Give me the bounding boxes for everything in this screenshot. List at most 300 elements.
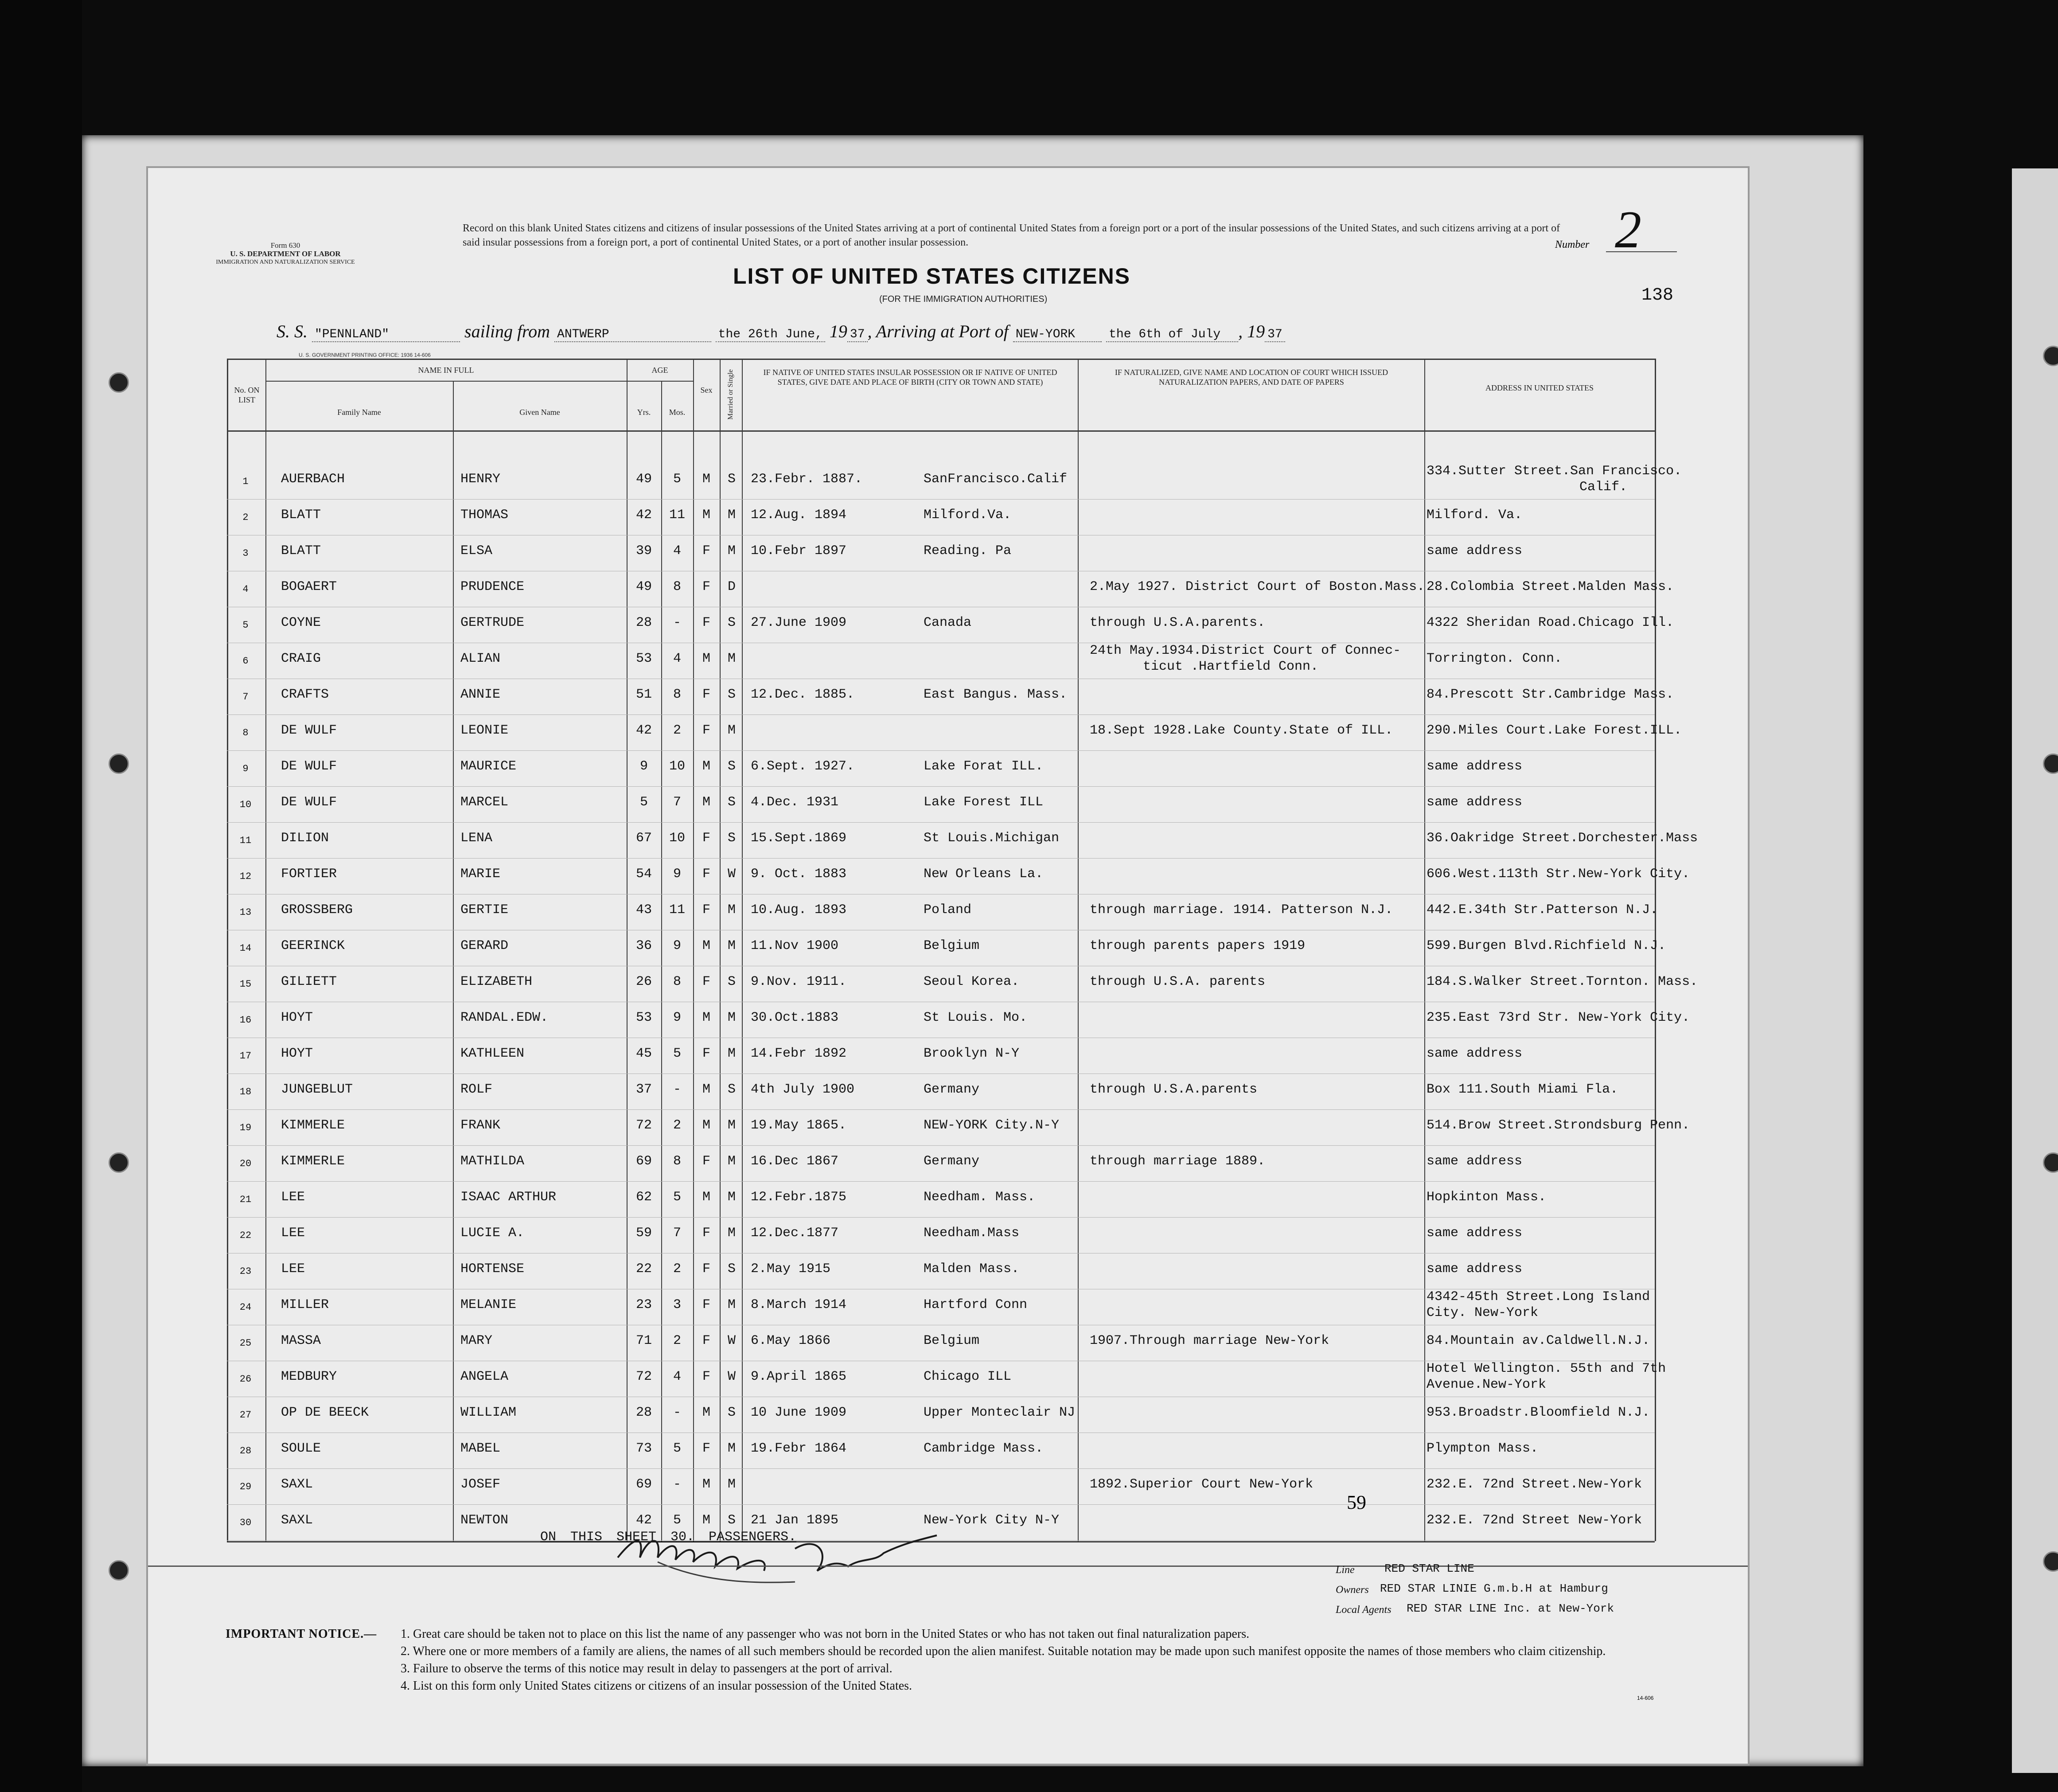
cell-no: 24 [239, 1302, 252, 1313]
cell-ms: M [727, 1477, 736, 1492]
cell-yrs: 62 [635, 1190, 652, 1205]
cell-address: Plympton Mass. [1427, 1441, 1539, 1456]
cell-yrs: 67 [635, 831, 652, 846]
arrival-date: the 6th of July [1106, 328, 1238, 342]
cell-family: GEERINCK [281, 938, 345, 953]
cell-given: ALIAN [460, 651, 501, 666]
cell-address: 4342-45th Street.Long Island [1427, 1289, 1650, 1304]
cell-ms: W [727, 1333, 736, 1348]
cell-no: 6 [242, 656, 249, 667]
cell-ms: S [727, 795, 736, 810]
cell-ms: M [727, 1190, 736, 1205]
cell-yrs: 69 [635, 1154, 652, 1169]
cell-mos: 2 [673, 1261, 681, 1277]
cell-mos: 9 [673, 938, 681, 953]
cell-birth-place: Needham. Mass. [924, 1190, 1036, 1205]
ss-label: S. S. [277, 321, 308, 341]
header-age: AGE [651, 366, 668, 375]
cell-family: MASSA [281, 1333, 321, 1348]
cell-sex: M [702, 1513, 710, 1528]
cell-given: JOSEF [460, 1477, 501, 1492]
cell-address: 953.Broadstr.Bloomfield N.J. [1427, 1405, 1650, 1420]
cell-no: 11 [239, 835, 252, 846]
cell-yrs: 23 [635, 1297, 652, 1312]
cell-birth-date: 19.Febr 1864 [751, 1441, 847, 1456]
cell-family: DE WULF [281, 723, 337, 738]
cell-ms: M [727, 1118, 736, 1133]
departure-date: the 26th June, [716, 328, 825, 342]
cell-birth-place: Hartford Conn [924, 1297, 1028, 1312]
cell-no: 15 [239, 979, 252, 990]
cell-mos: 4 [673, 1369, 681, 1384]
cell-birth-date: 21 Jan 1895 [751, 1513, 839, 1528]
cell-family: GROSSBERG [281, 902, 353, 917]
cell-birth-place: Upper Monteclair NJ [924, 1405, 1076, 1420]
cell-yrs: 69 [635, 1477, 652, 1492]
cell-address: same address [1427, 759, 1523, 774]
cell-birth-date: 30.Oct.1883 [751, 1010, 839, 1025]
form-instructions: Record on this blank United States citizens and citizens of insular possessions of the United States arriving at a port of continental United States from a foreign port or a port of the insular possessions of the United States, and such citizens arriving at a port of said insular possessions from a foreign port, a port of continental United States, or a port of another insular possession. [463, 223, 1560, 248]
cell-given: HENRY [460, 472, 501, 487]
cell-mos: 10 [669, 759, 685, 774]
cell-no: 8 [242, 727, 249, 738]
cell-family: SAXL [281, 1513, 313, 1528]
cell-mos: 4 [673, 651, 681, 666]
cell-birth-date: 15.Sept.1869 [751, 831, 847, 846]
cell-ms: M [727, 938, 736, 953]
header-naturalized: IF NATURALIZED, GIVE NAME AND LOCATION OF COURT WHICH ISSUED NATURALIZATION PAPERS, AND DATE OF PAPERS [1115, 368, 1388, 387]
header-name-in-full: NAME IN FULL [418, 366, 474, 375]
cell-given: THOMAS [460, 508, 509, 523]
cell-given: GERARD [460, 938, 509, 953]
manifest-sheet [146, 166, 1750, 1765]
cell-sex: F [702, 902, 710, 917]
cell-address: 599.Burgen Blvd.Richfield N.J. [1427, 938, 1666, 953]
cell-naturalized: 24th May.1934.District Court of Connec- [1090, 643, 1401, 658]
page-number: 138 [1641, 285, 1674, 305]
cell-naturalized: through U.S.A.parents [1090, 1082, 1258, 1097]
cell-sex: F [702, 723, 710, 738]
cell-sex: F [702, 1333, 710, 1348]
cell-naturalized: 1907.Through marriage New-York [1090, 1333, 1329, 1348]
cell-address: 84.Prescott Str.Cambridge Mass. [1427, 687, 1674, 702]
cell-no: 5 [242, 620, 249, 631]
cell-no: 27 [239, 1409, 252, 1421]
next-page-strip [2012, 168, 2058, 1773]
form-identifier [201, 241, 370, 266]
cell-birth-place: Cambridge Mass. [924, 1441, 1044, 1456]
cell-birth-place: Belgium [924, 938, 980, 953]
cell-ms: M [727, 1010, 736, 1025]
cell-family: LEE [281, 1261, 305, 1277]
cell-mos: - [673, 615, 681, 630]
cell-no: 19 [239, 1122, 252, 1133]
cell-mos: - [673, 1477, 681, 1492]
cell-family: BLATT [281, 543, 321, 558]
cell-no: 1 [242, 476, 249, 487]
cell-sex: M [702, 472, 710, 487]
cell-address: Box 111.South Miami Fla. [1427, 1082, 1618, 1097]
cell-mos: 4 [673, 543, 681, 558]
cell-mos: - [673, 1405, 681, 1420]
cell-yrs: 72 [635, 1369, 652, 1384]
agents-value: RED STAR LINE Inc. at New-York [1407, 1602, 1614, 1615]
cell-address: Hotel Wellington. 55th and 7th [1427, 1361, 1666, 1376]
cell-mos: 2 [673, 1118, 681, 1133]
cell-address: same address [1427, 1154, 1523, 1169]
header-birth: IF NATIVE OF UNITED STATES INSULAR POSSESSION OR IF NATIVE OF UNITED STATES, GIVE DATE AND PLACE OF BIRTH (CITY OR TOWN AND STATE) [763, 368, 1057, 387]
cell-naturalized: through U.S.A. parents [1090, 974, 1266, 989]
notice-item-2: 2. Where one or more members of a family are aliens, the names of all such members should be recorded upon the alien manifest. Suitable notation may be made upon such manifest opposite the names of those members who claim citizenship. [401, 1644, 1606, 1658]
cell-yrs: 42 [635, 723, 652, 738]
header-family-name: Family Name [337, 408, 381, 417]
cell-family: GILIETT [281, 974, 337, 989]
cell-sex: F [702, 1297, 710, 1312]
notice-item-4: 4. List on this form only United States citizens or citizens of an insular possession of the United States. [401, 1679, 912, 1693]
cell-address: 28.Colombia Street.Malden Mass. [1427, 579, 1674, 594]
cell-address: 606.West.113th Str.New-York City. [1427, 867, 1690, 882]
cell-yrs: 54 [635, 867, 652, 882]
cell-ms: S [727, 1261, 736, 1277]
cell-no: 2 [242, 512, 249, 523]
ship-name: "PENNLAND" [312, 328, 460, 342]
cell-given: MABEL [460, 1441, 501, 1456]
cell-family: DILION [281, 831, 329, 846]
cell-yrs: 5 [639, 795, 648, 810]
cell-family: JUNGEBLUT [281, 1082, 353, 1097]
cell-yrs: 71 [635, 1333, 652, 1348]
cell-sex: M [702, 938, 710, 953]
cell-family: CRAFTS [281, 687, 329, 702]
cell-ms: S [727, 1405, 736, 1420]
passenger-total: ON THIS SHEET 30. PASSENGERS. [540, 1530, 797, 1545]
year-prefix-2: 19 [1247, 321, 1265, 341]
cell-ms: M [727, 508, 736, 523]
cell-yrs: 37 [635, 1082, 652, 1097]
header-sex: Sex [700, 386, 713, 394]
cell-family: CRAIG [281, 651, 321, 666]
cell-address: same address [1427, 1261, 1523, 1277]
cell-address: 36.Oakridge Street.Dorchester.Mass [1427, 831, 1698, 846]
cell-yrs: 72 [635, 1118, 652, 1133]
header-mos: Mos. [669, 408, 686, 417]
service-name: IMMIGRATION AND NATURALIZATION SERVICE [216, 259, 355, 265]
cell-sex: F [702, 867, 710, 882]
arriving-label: Arriving at Port of [876, 321, 1009, 341]
cell-sex: F [702, 687, 710, 702]
cell-birth-date: 11.Nov 1900 [751, 938, 839, 953]
cell-sex: M [702, 759, 710, 774]
cell-given: MARCEL [460, 795, 509, 810]
cell-birth-date: 9.April 1865 [751, 1369, 847, 1384]
cell-family: LEE [281, 1226, 305, 1241]
department-name: U. S. DEPARTMENT OF LABOR [230, 250, 341, 258]
cell-mos: 3 [673, 1297, 681, 1312]
cell-mos: 5 [673, 1046, 681, 1061]
cell-birth-place: Belgium [924, 1333, 980, 1348]
cell-given: RANDAL.EDW. [460, 1010, 549, 1025]
header-married-single: Married or Single [727, 369, 734, 420]
cell-yrs: 42 [635, 1513, 652, 1528]
departure-port: ANTWERP [554, 328, 711, 342]
cell-given: ANGELA [460, 1369, 509, 1384]
cell-family: HOYT [281, 1010, 313, 1025]
cell-yrs: 43 [635, 902, 652, 917]
cell-mos: 8 [673, 1154, 681, 1169]
cell-ms: S [727, 1082, 736, 1097]
cell-yrs: 28 [635, 615, 652, 630]
cell-address-line2: Avenue.New-York [1427, 1377, 1547, 1392]
cell-address: 4322 Sheridan Road.Chicago Ill. [1427, 615, 1674, 630]
cell-sex: M [702, 1010, 710, 1025]
cell-no: 9 [242, 763, 249, 774]
cell-ms: M [727, 1441, 736, 1456]
cell-birth-place: Poland [924, 902, 972, 917]
cell-address: Hopkinton Mass. [1427, 1190, 1547, 1205]
cell-mos: 7 [673, 1226, 681, 1241]
cell-birth-date: 9. Oct. 1883 [751, 867, 847, 882]
cell-mos: 2 [673, 723, 681, 738]
cell-sex: F [702, 615, 710, 630]
cell-yrs: 45 [635, 1046, 652, 1061]
cell-birth-place: Lake Forat ILL. [924, 759, 1044, 774]
arrival-year: 37 [1265, 328, 1285, 342]
cell-family: SOULE [281, 1441, 321, 1456]
binder-hole-icon [109, 1152, 129, 1173]
cell-sex: M [702, 651, 710, 666]
cell-address: 235.East 73rd Str. New-York City. [1427, 1010, 1690, 1025]
cell-birth-date: 9.Nov. 1911. [751, 974, 847, 989]
sailing-from-label: sailing from [464, 321, 550, 341]
cell-family: DE WULF [281, 795, 337, 810]
cell-birth-date: 6.May 1866 [751, 1333, 831, 1348]
cell-birth-place: New-York City N-Y [924, 1513, 1060, 1528]
cell-ms: S [727, 974, 736, 989]
cell-yrs: 39 [635, 543, 652, 558]
cell-birth-date: 8.March 1914 [751, 1297, 847, 1312]
cell-address: same address [1427, 543, 1523, 558]
cell-ms: M [727, 1046, 736, 1061]
cell-address: same address [1427, 1226, 1523, 1241]
cell-mos: 2 [673, 1333, 681, 1348]
cell-no: 18 [239, 1086, 252, 1097]
cell-birth-date: 16.Dec 1867 [751, 1154, 839, 1169]
cell-ms: S [727, 472, 736, 487]
cell-given: ISAAC ARTHUR [460, 1190, 557, 1205]
cell-ms: M [727, 723, 736, 738]
line-value: RED STAR LINE [1384, 1562, 1474, 1575]
cell-no: 13 [239, 907, 252, 918]
cell-ms: D [727, 579, 736, 594]
cell-birth-date: 10 June 1909 [751, 1405, 847, 1420]
cell-no: 21 [239, 1194, 252, 1205]
cell-no: 29 [239, 1481, 252, 1492]
cell-given: ELIZABETH [460, 974, 533, 989]
voyage-line: S. S. "PENNLAND" sailing from ANTWERP the 26th June, 19 37 , Arriving at Port of NEW-YORK the 6th of July , 19 37 [277, 321, 1285, 342]
cell-family: BLATT [281, 508, 321, 523]
cell-birth-place: Lake Forest ILL [924, 795, 1044, 810]
cell-yrs: 53 [635, 651, 652, 666]
cell-no: 12 [239, 871, 252, 882]
cell-given: MELANIE [460, 1297, 517, 1312]
cell-birth-date: 4.Dec. 1931 [751, 795, 839, 810]
cell-birth-place: NEW-YORK City.N-Y [924, 1118, 1060, 1133]
cell-family: FORTIER [281, 867, 337, 882]
cell-sex: M [702, 795, 710, 810]
cell-birth-place: Germany [924, 1154, 980, 1169]
cell-yrs: 28 [635, 1405, 652, 1420]
owners-value: RED STAR LINIE G.m.b.H at Hamburg [1380, 1582, 1608, 1595]
cell-yrs: 51 [635, 687, 652, 702]
sheet-count: 59 [1347, 1491, 1366, 1513]
cell-family: SAXL [281, 1477, 313, 1492]
cell-given: FRANK [460, 1118, 501, 1133]
cell-mos: 8 [673, 974, 681, 989]
cell-no: 3 [242, 548, 249, 559]
cell-address: 232.E. 72nd Street New-York [1427, 1513, 1642, 1528]
cell-no: 25 [239, 1338, 252, 1349]
cell-given: ELSA [460, 543, 493, 558]
cell-address-line2: City. New-York [1427, 1305, 1539, 1320]
cell-yrs: 36 [635, 938, 652, 953]
cell-given: NEWTON [460, 1513, 509, 1528]
cell-ms: S [727, 831, 736, 846]
cell-birth-date: 12.Febr.1875 [751, 1190, 847, 1205]
cell-ms: W [727, 1369, 736, 1384]
cell-mos: 5 [673, 472, 681, 487]
cell-birth-date: 19.May 1865. [751, 1118, 847, 1133]
cell-no: 10 [239, 799, 252, 810]
cell-ms: M [727, 1154, 736, 1169]
binder-hole-icon [109, 753, 129, 774]
cell-ms: S [727, 615, 736, 630]
cell-mos: 11 [669, 902, 685, 917]
cell-mos: 5 [673, 1513, 681, 1528]
header-no-on-list: No. ON LIST [234, 386, 260, 404]
cell-ms: S [727, 1513, 736, 1528]
cell-family: DE WULF [281, 759, 337, 774]
cell-address: Milford. Va. [1427, 508, 1523, 523]
cell-yrs: 73 [635, 1441, 652, 1456]
cell-sex: M [702, 1082, 710, 1097]
owners-label: Owners [1336, 1584, 1369, 1596]
cell-family: HOYT [281, 1046, 313, 1061]
form-number: Form 630 [270, 241, 300, 250]
list-number: 2 [1615, 200, 1641, 259]
page-subtitle: (FOR THE IMMIGRATION AUTHORITIES) [879, 294, 1048, 304]
cell-address: same address [1427, 1046, 1523, 1061]
cell-no: 7 [242, 691, 249, 703]
cell-family: AUERBACH [281, 472, 345, 487]
cell-ms: M [727, 1226, 736, 1241]
cell-given: LEONIE [460, 723, 509, 738]
cell-birth-place: St Louis.Michigan [924, 831, 1060, 846]
cell-given: MATHILDA [460, 1154, 525, 1169]
cell-address: 514.Brow Street.Strondsburg Penn. [1427, 1118, 1690, 1133]
cell-birth-place: Malden Mass. [924, 1261, 1020, 1277]
cell-sex: M [702, 1405, 710, 1420]
cell-ms: M [727, 651, 736, 666]
cell-birth-date: 27.June 1909 [751, 615, 847, 630]
cell-sex: F [702, 1046, 710, 1061]
cell-ms: M [727, 902, 736, 917]
cell-address: 184.S.Walker Street.Tornton. Mass. [1427, 974, 1698, 989]
cell-birth-date: 12.Aug. 1894 [751, 508, 847, 523]
cell-family: MEDBURY [281, 1369, 337, 1384]
cell-birth-place: Seoul Korea. [924, 974, 1020, 989]
cell-address: same address [1427, 795, 1523, 810]
cell-ms: S [727, 759, 736, 774]
cell-address-line2: Calif. [1579, 480, 1628, 495]
cell-yrs: 9 [639, 759, 648, 774]
cell-sex: F [702, 543, 710, 558]
cell-ms: S [727, 687, 736, 702]
cell-address: 84.Mountain av.Caldwell.N.J. [1427, 1333, 1650, 1348]
cell-yrs: 49 [635, 472, 652, 487]
cell-given: KATHLEEN [460, 1046, 525, 1061]
cell-address: 290.Miles Court.Lake Forest.ILL. [1427, 723, 1682, 738]
cell-sex: F [702, 1441, 710, 1456]
cell-mos: 8 [673, 687, 681, 702]
cell-naturalized: through U.S.A.parents. [1090, 615, 1266, 630]
cell-given: LUCIE A. [460, 1226, 525, 1241]
cell-naturalized: through marriage. 1914. Patterson N.J. [1090, 902, 1393, 917]
cell-sex: M [702, 1477, 710, 1492]
cell-no: 17 [239, 1050, 252, 1062]
cell-yrs: 59 [635, 1226, 652, 1241]
number-label: Number [1555, 239, 1590, 250]
cell-address: 232.E. 72nd Street.New-York [1427, 1477, 1642, 1492]
cell-yrs: 42 [635, 508, 652, 523]
cell-birth-place: St Louis. Mo. [924, 1010, 1028, 1025]
cell-birth-date: 23.Febr. 1887. [751, 472, 863, 487]
cell-no: 28 [239, 1445, 252, 1456]
cell-naturalized: 18.Sept 1928.Lake County.State of ILL. [1090, 723, 1393, 738]
cell-ms: M [727, 1297, 736, 1312]
cell-birth-date: 10.Aug. 1893 [751, 902, 847, 917]
cell-ms: W [727, 867, 736, 882]
cell-sex: M [702, 1118, 710, 1133]
binder-hole-icon [109, 372, 129, 393]
cell-birth-date: 14.Febr 1892 [751, 1046, 847, 1061]
header-given-name: Given Name [519, 408, 560, 417]
cell-mos: 9 [673, 867, 681, 882]
cell-no: 4 [242, 584, 249, 595]
cell-mos: 5 [673, 1190, 681, 1205]
cell-naturalized: 2.May 1927. District Court of Boston.Mass. [1090, 579, 1425, 594]
cell-mos: 5 [673, 1441, 681, 1456]
cell-mos: 9 [673, 1010, 681, 1025]
cell-birth-place: Milford.Va. [924, 508, 1012, 523]
cell-given: GERTIE [460, 902, 509, 917]
cell-address: 334.Sutter Street.San Francisco. [1427, 464, 1682, 479]
cell-given: MARY [460, 1333, 493, 1348]
cell-no: 26 [239, 1374, 252, 1385]
cell-mos: 8 [673, 579, 681, 594]
cell-ms: M [727, 543, 736, 558]
arrival-port: NEW-YORK [1013, 328, 1102, 342]
cell-yrs: 22 [635, 1261, 652, 1277]
cell-family: BOGAERT [281, 579, 337, 594]
cell-naturalized-line2: ticut .Hartfield Conn. [1143, 659, 1319, 674]
cell-family: LEE [281, 1190, 305, 1205]
cell-address: 442.E.34th Str.Patterson N.J. [1427, 902, 1658, 917]
cell-sex: F [702, 974, 710, 989]
cell-birth-date: 12.Dec. 1885. [751, 687, 855, 702]
cell-family: OP DE BEECK [281, 1405, 369, 1420]
cell-birth-date: 12.Dec.1877 [751, 1226, 839, 1241]
header-address: ADDRESS IN UNITED STATES [1485, 383, 1594, 392]
